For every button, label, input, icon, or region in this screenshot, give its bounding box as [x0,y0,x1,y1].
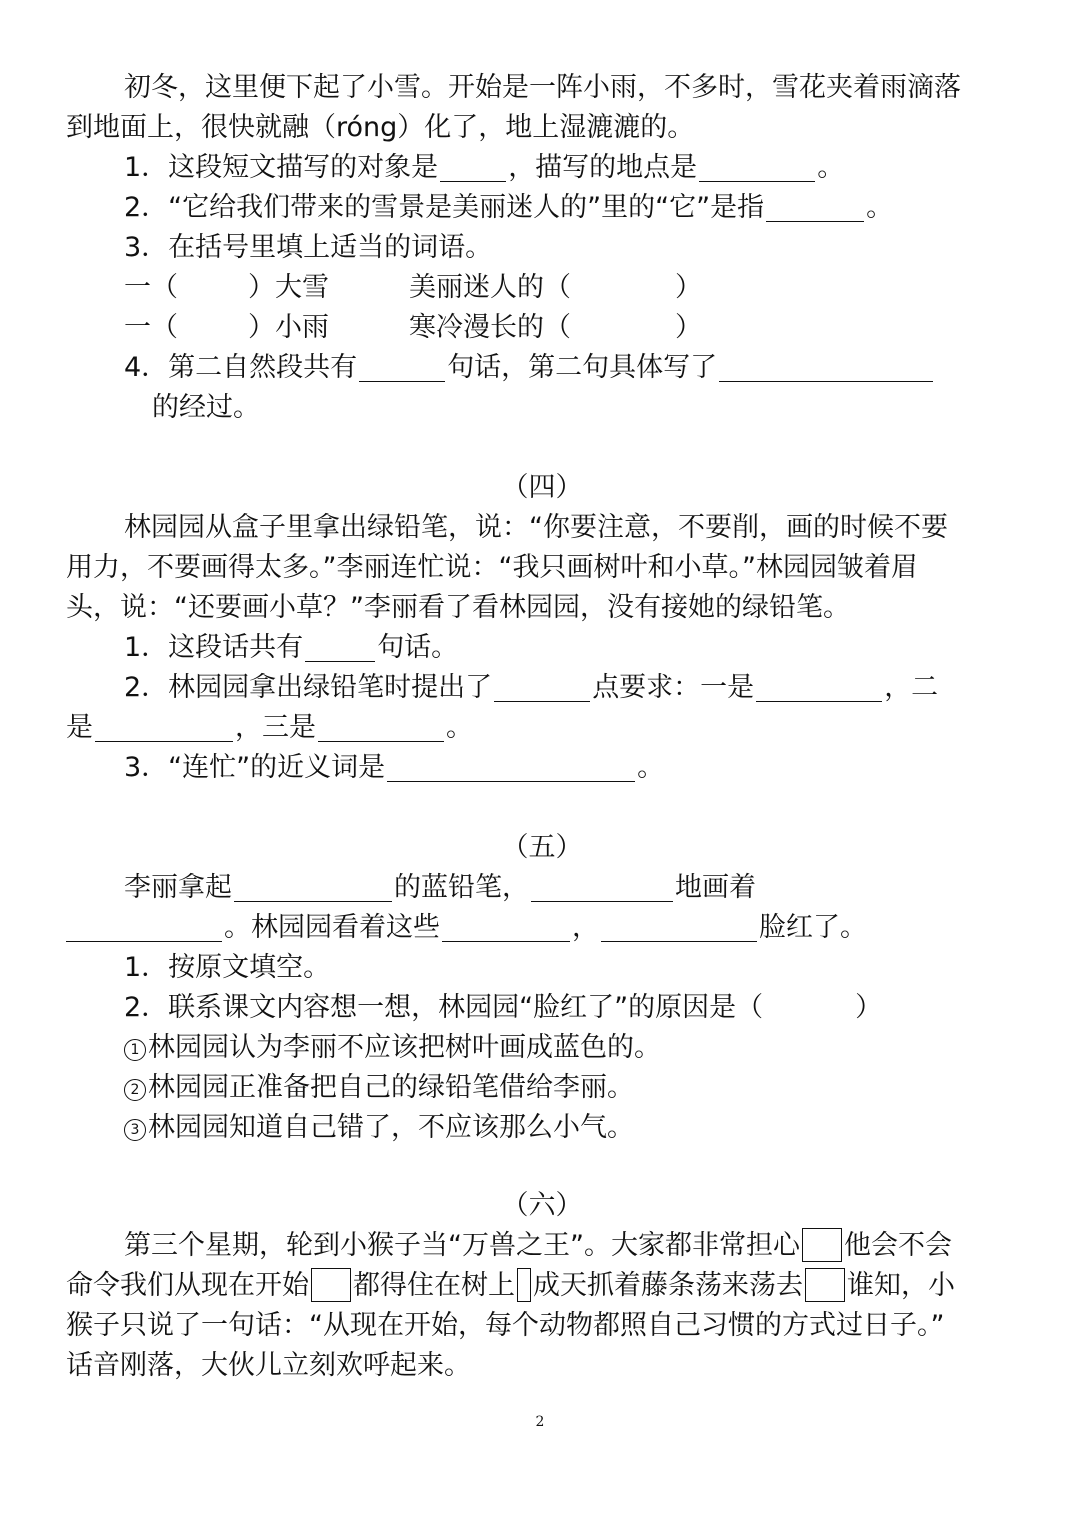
answer-blank[interactable] [442,911,570,942]
question-4-cont [66,388,1080,428]
fill-row-2 [66,308,1076,348]
question-text: 2．林园园拿出绿铅笔时提出了 [124,672,493,703]
word-prefix: 一（ [124,272,178,303]
section-title-text: （四） [501,472,583,503]
answer-blank[interactable] [66,911,222,942]
answer-blank[interactable] [440,151,506,182]
question-2 [66,988,1076,1028]
question-text: 的经过。 [152,392,260,423]
question-text: 1．按原文填空。 [124,952,331,983]
option-1[interactable] [66,1028,1076,1068]
passage-line [66,68,1076,108]
passage-text: 到地面上，很快就融（róng）化了，地上湿漉漉的。 [66,112,695,143]
answer-blank[interactable] [756,671,882,702]
question-1 [66,148,1076,188]
punctuation-box[interactable] [517,1268,531,1302]
word-suffix: ）大雪 [248,272,329,303]
question-text: 是 [66,712,93,743]
answer-blank[interactable] [766,191,864,222]
answer-blank[interactable] [305,631,375,662]
passage-text: 李丽拿起 [124,872,232,903]
option-number-icon: 3 [124,1119,146,1141]
question-3 [66,748,1076,788]
passage-text: 他会不会 [843,1230,952,1261]
passage-text: 的蓝铅笔， [394,872,529,903]
answer-blank[interactable] [494,671,590,702]
passage-text: 林园园从盒子里拿出绿铅笔，说：“你要注意，不要削，画的时候不要 [124,512,948,543]
passage-line [66,868,1076,908]
section-title [66,1186,1018,1226]
question-text: 。 [817,152,845,183]
section-title [66,828,1018,868]
section-title-text: （六） [501,1190,583,1221]
passage-text: 都得住在树上 [353,1270,515,1301]
question-text: 。 [446,712,473,743]
passage-line [66,1226,1076,1266]
answer-blank[interactable] [234,871,392,902]
passage-line [66,508,1076,548]
question-text: 点要求：一是 [592,672,755,703]
passage-text: 地画着 [675,872,756,903]
passage-line [66,1346,1018,1386]
passage-line [66,548,1018,588]
passage-line [66,588,1018,628]
answer-blank[interactable] [318,711,444,742]
passage-text: 第三个星期，轮到小猴子当“万兽之王”。大家都非常担心 [124,1230,800,1261]
question-text: 句话。 [377,632,459,663]
fill-row-1 [66,268,1076,308]
option-3[interactable] [66,1108,1076,1148]
question-text: ，三是 [235,712,316,743]
passage-line [66,108,1018,148]
punctuation-box[interactable] [805,1268,845,1302]
question-4 [66,348,1076,388]
passage-text: 谁知，小 [847,1270,955,1301]
question-text: ，二 [884,672,939,703]
question-text: ） [855,992,883,1023]
answer-blank[interactable] [387,751,635,782]
question-text: ，描写的地点是 [508,152,698,183]
passage-text: 命令我们从现在开始 [66,1270,309,1301]
passage-text: ， [572,912,599,943]
answer-blank[interactable] [719,351,933,382]
passage-text: 用力，不要画得太多。”李丽连忙说：“我只画树叶和小草。”林园园皱着眉 [66,552,918,583]
passage-text: 猴子只说了一句话：“从现在开始，每个动物都照自己习惯的方式过日子。” [66,1310,945,1341]
question-text: 2．联系课文内容想一想，林园园“脸红了”的原因是（ [124,992,764,1023]
answer-blank[interactable] [531,871,673,902]
answer-blank[interactable] [699,151,815,182]
question-1 [66,948,1076,988]
passage-text: 初冬，这里便下起了小雪。开始是一阵小雨，不多时，雪花夹着雨滴落 [124,72,961,103]
word-suffix: ） [675,272,702,303]
page-number: 2 [535,1414,545,1430]
passage-text: 头，说：“还要画小草？”李丽看了看林园园，没有接她的绿铅笔。 [66,592,850,623]
section-title-text: （五） [501,832,583,863]
question-1 [66,628,1076,668]
word-suffix: ）小雨 [248,312,329,343]
option-text: 林园园认为李丽不应该把树叶画成蓝色的。 [148,1032,661,1063]
option-text: 林园园正准备把自己的绿铅笔借给李丽。 [148,1072,634,1103]
passage-line [66,1266,1018,1306]
punctuation-box[interactable] [802,1228,842,1262]
word-prefix: 寒冷漫长的（ [409,312,571,343]
answer-blank[interactable] [95,711,233,742]
word-prefix: 美丽迷人的（ [409,272,571,303]
question-text: 1．这段话共有 [124,632,304,663]
word-prefix: 一（ [124,312,178,343]
passage-text: 脸红了。 [759,912,867,943]
answer-blank[interactable] [359,351,445,382]
option-number-icon: 2 [124,1079,146,1101]
question-text: 1．这段短文描写的对象是 [124,152,439,183]
passage-line [66,1306,1018,1346]
question-text: 。 [637,752,665,783]
question-text: 3．“连忙”的近义词是 [124,752,386,783]
question-2 [66,668,1076,708]
word-suffix: ） [675,312,702,343]
option-text: 林园园知道自己错了，不应该那么小气。 [148,1112,634,1143]
passage-line [66,908,1018,948]
question-3 [66,228,1076,268]
punctuation-box[interactable] [311,1268,351,1302]
question-text: 2．“它给我们带来的雪景是美丽迷人的”里的“它”是指 [124,192,765,223]
option-number-icon: 1 [124,1039,146,1061]
question-text: 3．在括号里填上适当的词语。 [124,232,493,263]
section-title [66,468,1018,508]
passage-text: 话音刚落，大伙儿立刻欢呼起来。 [66,1350,471,1381]
question-text: 4．第二自然段共有 [124,352,358,383]
option-2[interactable] [66,1068,1076,1108]
answer-blank[interactable] [601,911,757,942]
passage-text: 。林园园看着这些 [224,912,440,943]
question-2 [66,188,1076,228]
question-text: 句话，第二句具体写了 [447,352,718,383]
question-text: 。 [866,192,894,223]
question-2-cont [66,708,1018,748]
passage-text: 成天抓着藤条荡来荡去 [533,1270,803,1301]
